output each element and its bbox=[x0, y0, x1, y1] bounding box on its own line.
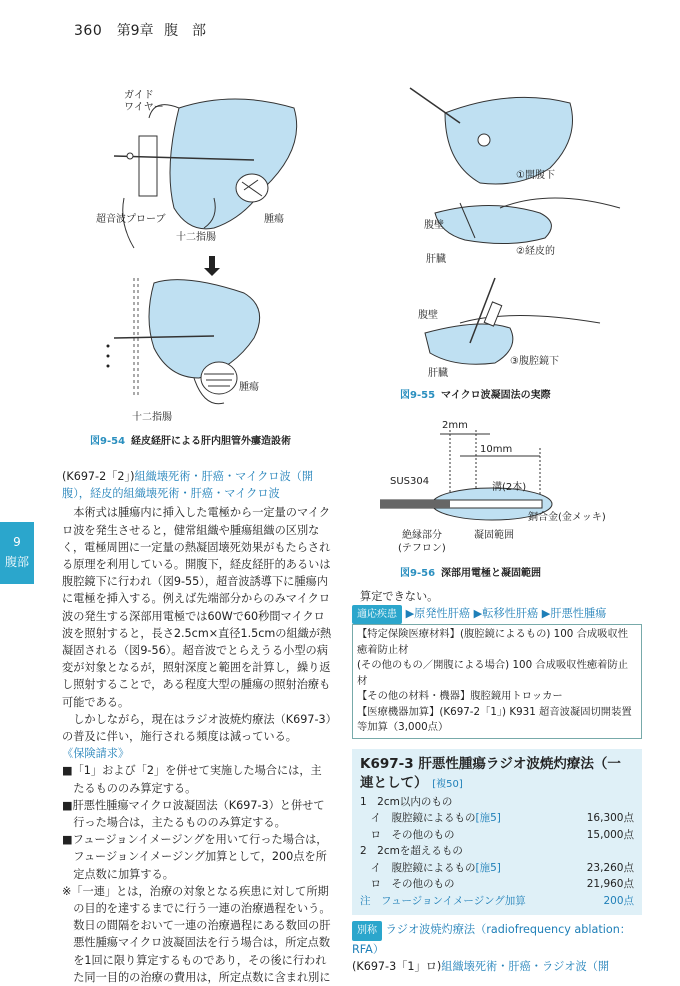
k697-3-code: K697-3 bbox=[360, 755, 414, 772]
label-liver-1: 肝臓 bbox=[426, 254, 446, 265]
material-3: 【その他の材料・機器】腹腔鏡用トロッカー bbox=[357, 690, 563, 703]
side-tab-label: 腹部 bbox=[4, 555, 29, 569]
insurance-bullet-2: ■肝悪性腫瘍マイクロ波凝固法（K697-3）と併せて行った場合は，主たるもののみ算定する。 bbox=[62, 798, 325, 830]
fee-value: 23,260点 bbox=[586, 861, 634, 874]
label-laparoscopic: ③腹腔鏡下 bbox=[510, 356, 559, 367]
label-abdominal-wall-2: 腹壁 bbox=[418, 310, 438, 321]
paragraph-1: 本術式は腫瘍内に挿入した電極から一定量のマイクロ波を発生させると，健常組織や腫瘍組織の区別なく，電極周囲に一定量の熱凝固壊死効果がもたらされる原理を利用している。開腹下，経皮経肝的あるいは腹腔鏡下に行われ（図9-55），超音波誘導下に腫瘍内に電極を挿入する。例えば先端部分からのみマイクロ波の発生する深部用電極では60Wで60秒間マイクロ波を照射すると，長さ2.5cm×直径1.5cmの組織が熱凝固される（図9-56）。超音波でとらえうる小型の病変が対象となるが，照射深度と範囲を計算し，繰り返し照射することで，ある程度大型の腫瘍の照射治療も可能である。 bbox=[62, 506, 332, 709]
caption-number: 図9-56 bbox=[400, 568, 436, 579]
indication-3: ▶肝悪性腫瘍 bbox=[541, 607, 607, 621]
k697-3-title bbox=[360, 755, 634, 794]
label-tumor: 腫瘍 bbox=[264, 214, 284, 225]
caption-text: 深部用電極と凝固範囲 bbox=[441, 568, 542, 579]
material-2: (その他のもの／開腹による場合) 100 合成吸収性癒着防止材 bbox=[357, 659, 629, 687]
indication-tag: 適応疾患 bbox=[352, 605, 402, 624]
label-tumor-2: 腫瘍 bbox=[239, 382, 259, 393]
fee-value: 16,300点 bbox=[586, 812, 634, 825]
label-sus304: SUS304 bbox=[390, 476, 430, 487]
procedure-title bbox=[62, 468, 332, 502]
label-duodenum-2: 十二指腸 bbox=[132, 412, 172, 423]
figure-9-54-caption bbox=[90, 432, 291, 447]
fee-row bbox=[360, 810, 634, 827]
label-range: 凝固範囲 bbox=[474, 530, 514, 541]
figure-9-54 bbox=[90, 78, 324, 447]
fee-row bbox=[360, 876, 634, 893]
label-insulation: 絶縁部分 bbox=[402, 530, 442, 541]
fee-value: 200点 bbox=[603, 894, 634, 907]
k697-3-box bbox=[352, 749, 642, 916]
materials-box bbox=[352, 624, 642, 739]
side-tab-number: 9 bbox=[13, 535, 21, 549]
last-line bbox=[352, 958, 642, 975]
last-code: (K697-3「1」ロ) bbox=[352, 959, 442, 973]
page-header bbox=[74, 20, 206, 40]
procedure-name: 組織壊死術・肝癌・マイクロ波（開腹），経皮的組織壊死術・肝癌・マイクロ波 bbox=[62, 470, 314, 501]
fee-label: ロ その他のもの bbox=[360, 828, 455, 841]
fee-label: イ 腹腔鏡によるもの[施5] bbox=[360, 861, 501, 874]
fee-label: 2 2cmを超えるもの bbox=[360, 845, 463, 858]
fee-ref: [施5] bbox=[475, 861, 501, 874]
figure-9-56-caption bbox=[400, 564, 541, 579]
fee-label: イ 腹腔鏡によるもの[施5] bbox=[360, 812, 501, 825]
caption-number: 図9-55 bbox=[400, 390, 436, 401]
alias-text: ラジオ波焼灼療法（radiofrequency ablation：RFA） bbox=[352, 923, 631, 956]
procedure-code: (K697-2「2」) bbox=[62, 470, 135, 483]
figure-9-56 bbox=[380, 418, 640, 578]
label-liver-2: 肝臓 bbox=[428, 368, 448, 379]
label-duodenum: 十二指腸 bbox=[176, 232, 216, 243]
label-abdominal-wall-1: 腹壁 bbox=[424, 220, 444, 231]
fee-label: 注 フュージョンイメージング加算 bbox=[360, 894, 526, 907]
k697-3-ref: [複50] bbox=[432, 778, 463, 790]
label-groove: 溝(2本) bbox=[492, 482, 527, 493]
label-percutaneous: ②経皮的 bbox=[516, 246, 555, 257]
insurance-heading: 《保険請求》 bbox=[62, 747, 130, 761]
fee-row bbox=[360, 860, 634, 877]
label-alloy: 銅合金(金メッキ) bbox=[528, 512, 606, 523]
insurance-note: ※「一連」とは，治療の対象となる疾患に対して所期の目的を達するまでに行う一連の治療過程をいう。数日の間隔をおいて一連の治療過程にある数回の肝悪性腫瘍マイクロ波凝固法を行う場合は，所定点数を1回に限り算定するものであり，その後に行われた同一目的の治療の費用は，所定点数に含まれ別に bbox=[62, 884, 331, 984]
label-open: ①開腹下 bbox=[516, 170, 555, 181]
label-2mm: 2mm bbox=[442, 420, 468, 431]
fee-row bbox=[360, 843, 634, 860]
label-10mm: 10mm bbox=[480, 444, 513, 455]
page-number: 360 bbox=[74, 23, 103, 39]
last-title: 組織壊死術・肝癌・ラジオ波（開 bbox=[441, 959, 610, 973]
fee-value: 15,000点 bbox=[586, 828, 634, 841]
left-column bbox=[62, 468, 332, 986]
material-1: 【特定保険医療材料】(腹腔鏡によるもの) 100 合成吸収性癒着防止材 bbox=[357, 628, 629, 656]
label-probe: 超音波プローブ bbox=[96, 214, 166, 225]
figure-9-55 bbox=[400, 78, 640, 404]
fee-label: 1 2cm以内のもの bbox=[360, 795, 453, 808]
chapter-label: 第9章 bbox=[116, 23, 154, 39]
alias-tag: 別称 bbox=[352, 921, 382, 940]
fee-row bbox=[360, 893, 634, 910]
figure-9-55-caption bbox=[400, 386, 551, 401]
insurance-bullet-3: ■フュージョンイメージングを用いて行った場合は，フュージョンイメージング加算として，200点を所定点数に加算する。 bbox=[62, 833, 328, 881]
caption-text: マイクロ波凝固法の実際 bbox=[441, 390, 551, 401]
fee-value: 21,960点 bbox=[586, 878, 634, 891]
paragraph-2: しかしながら，現在はラジオ波焼灼療法（K697-3）の普及に伴い，施行される頻度は減っている。 bbox=[62, 712, 332, 744]
label-wire: ワイヤー bbox=[124, 102, 164, 113]
caption-text: 経皮経肝による肝内胆管外瘻造設術 bbox=[131, 436, 292, 447]
material-4: 【医療機器加算】(K697-2「1」) K931 超音波凝固切開装置等加算（3,000点） bbox=[357, 705, 632, 734]
insurance-bullet-1: ■「1」および「2」を併せて実施した場合には，主たるもののみ算定する。 bbox=[62, 764, 322, 795]
fee-table bbox=[360, 794, 634, 910]
label-teflon: (テフロン) bbox=[398, 543, 446, 554]
indication-2: ▶転移性肝癌 bbox=[473, 607, 539, 621]
fee-label: ロ その他のもの bbox=[360, 878, 455, 891]
continuation-text: 算定できない。 bbox=[360, 590, 439, 603]
indication-1: ▶原発性肝癌 bbox=[405, 607, 471, 621]
fee-row bbox=[360, 794, 634, 811]
k697-3-name: 肝悪性腫瘍ラジオ波焼灼療法（一連として） bbox=[360, 755, 621, 791]
fee-row bbox=[360, 827, 634, 844]
indications-row bbox=[352, 605, 642, 624]
chapter-title: 腹 部 bbox=[164, 23, 207, 39]
fee-ref: [施5] bbox=[475, 812, 501, 825]
figure-9-54-illustration bbox=[94, 78, 324, 418]
chapter-side-tab bbox=[0, 522, 34, 584]
right-column bbox=[352, 588, 642, 975]
caption-number: 図9-54 bbox=[90, 436, 126, 447]
label-guide: ガイド bbox=[124, 90, 154, 101]
alias-row bbox=[352, 921, 642, 957]
